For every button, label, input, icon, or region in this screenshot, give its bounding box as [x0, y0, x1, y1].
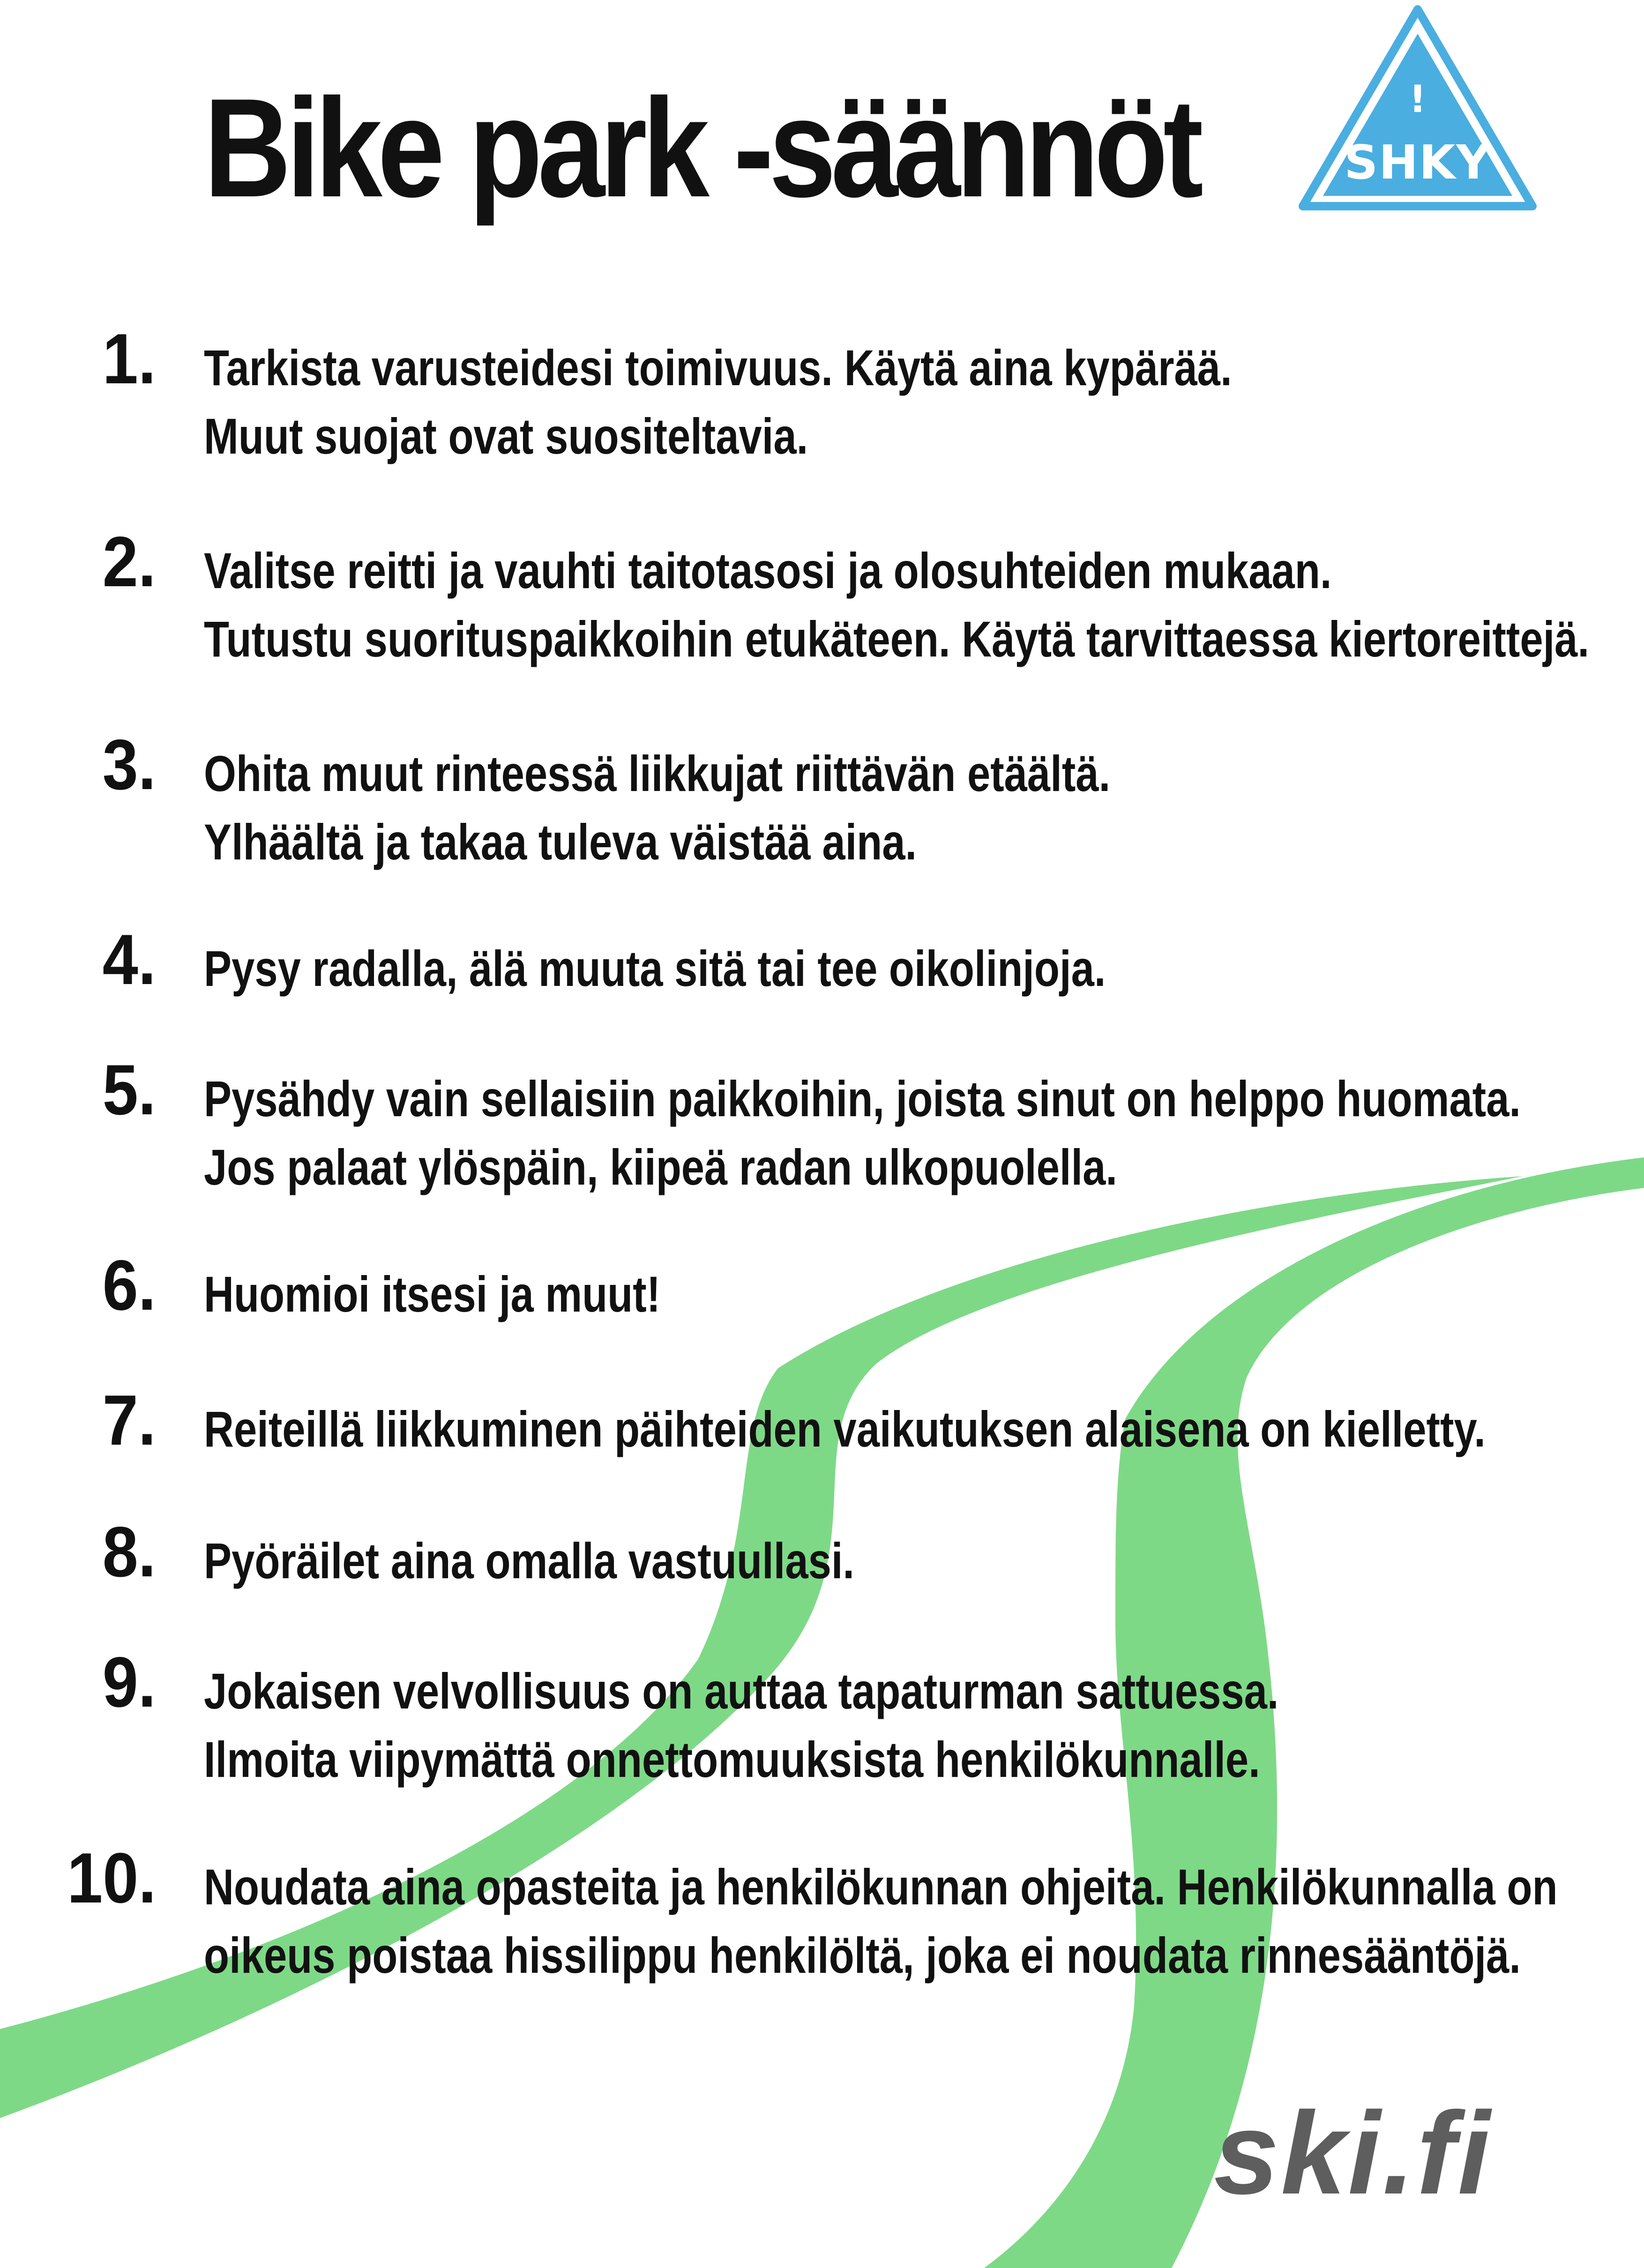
rule-line: Jokaisen velvollisuus on auttaa tapaturman sattuessa. [204, 1663, 1279, 1719]
rule-text [204, 739, 1472, 876]
rule-line: Tarkista varusteidesi toimivuus. Käytä aina kypärää. [204, 339, 1232, 396]
rule-text [204, 334, 1472, 470]
rule-text [204, 1260, 1472, 1328]
rule-line: Tutustu suorituspaikkoihin etukäteen. Käytä tarvittaessa kiertoreittejä. [204, 611, 1590, 667]
rule-text [204, 934, 1472, 1003]
rule-number: 3. [102, 725, 156, 805]
rule-number: 2. [102, 522, 156, 602]
rule-line: Valitse reitti ja vauhti taitotasosi ja olosuhteiden mukaan. [204, 542, 1332, 599]
rule-number: 7. [102, 1380, 156, 1460]
rule-text [204, 1853, 1558, 1990]
rule-line: Reiteillä liikkuminen päihteiden vaikutuksen alaisena on kielletty. [204, 1401, 1486, 1457]
rule-text [204, 1395, 1486, 1463]
rule-text [204, 537, 1590, 673]
rule-number: 1. [102, 319, 156, 399]
rule-line: Huomioi itsesi ja muut! [204, 1266, 661, 1322]
rule-line: Jos palaat ylöspäin, kiipeä radan ulkopuolella. [204, 1139, 1117, 1195]
rule-line: Ylhäältä ja takaa tuleva väistää aina. [204, 813, 917, 870]
page-title: Bike park -säännöt [204, 69, 1199, 226]
rule-line: Pyöräilet aina omalla vastuullasi. [204, 1532, 855, 1589]
rule-line: Pysy radalla, älä muuta sitä tai tee oikolinjoja. [204, 940, 1106, 997]
rule-number: 5. [102, 1050, 156, 1130]
rule-number: 6. [102, 1246, 156, 1325]
rule-line: Noudata aina opasteita ja henkilökunnan ohjeita. Henkilökunnalla on [204, 1858, 1558, 1915]
logo-name: SHKY [1344, 135, 1491, 190]
rule-text [204, 1527, 1472, 1595]
shky-logo [1296, 0, 1539, 220]
rule-line: Ohita muut rinteessä liikkujat riittävän etäältä. [204, 745, 1111, 802]
rule-number: 8. [102, 1512, 156, 1592]
rule-number: 9. [102, 1642, 156, 1722]
rule-line: Pysähdy vain sellaisiin paikkoihin, joista sinut on helppo huomata. [204, 1070, 1521, 1127]
rule-text [204, 1657, 1472, 1794]
logo-exclamation: ! [1409, 77, 1427, 121]
ski-fi-brand: ski.fi [1214, 2088, 1492, 2218]
rule-line: oikeus poistaa hissilippu henkilöltä, joka ei noudata rinnesääntöjä. [204, 1927, 1521, 1984]
rule-text [204, 1065, 1521, 1201]
rule-number: 10. [67, 1838, 156, 1918]
rule-line: Ilmoita viipymättä onnettomuuksista henkilökunnalle. [204, 1731, 1260, 1788]
rule-number: 4. [102, 920, 156, 1000]
rule-line: Muut suojat ovat suositeltavia. [204, 408, 808, 464]
